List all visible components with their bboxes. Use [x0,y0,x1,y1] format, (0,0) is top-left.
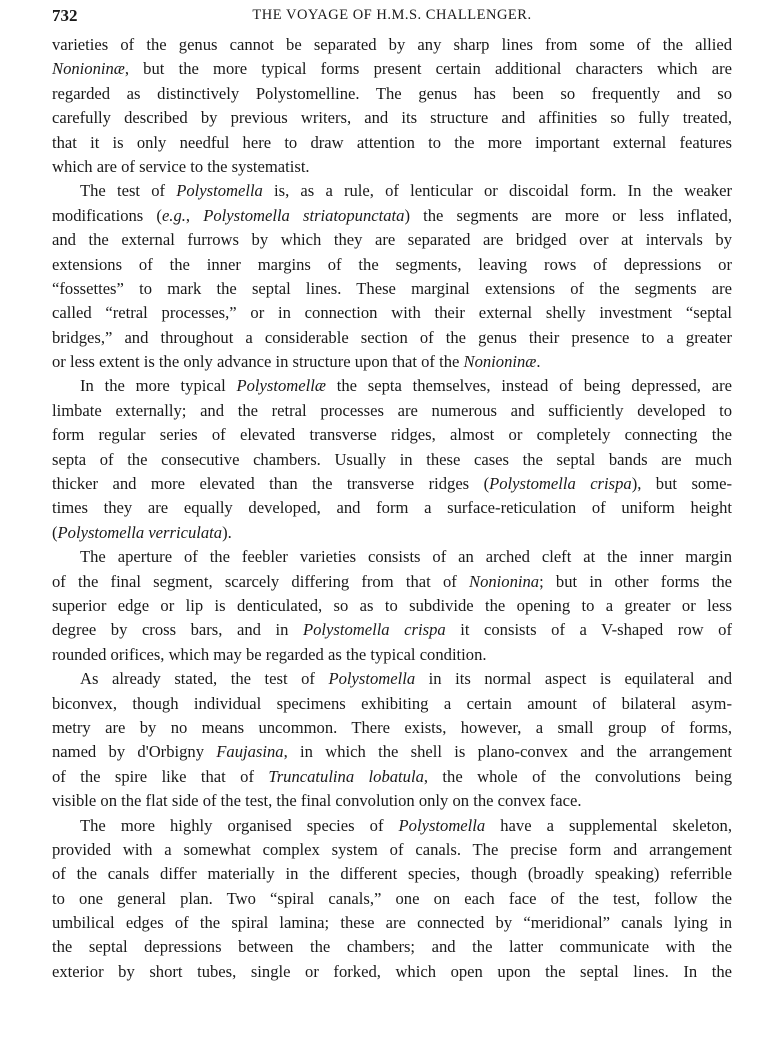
text-line: As already stated, the test of Polystomella in its normal aspect is equilateral and [80,669,733,689]
text-line: superior edge or lip is denticulated, so as to subdivide the opening to a greater or less [52,595,732,615]
text-line: to one general plan. Two “spiral canals,” one on each face of the test, follow the [52,888,732,908]
text-line: and the external furrows by which they are separated are bridged over at intervals by [52,230,732,250]
page-number: 732 [52,6,78,25]
text-line: extensions of the inner margins of the segments, leaving rows of depressions or [52,254,732,274]
paragraph [52,374,732,545]
text-line: called “retral processes,” or in connection with their external shelly investment “septal [52,303,732,323]
text-line: carefully described by previous writers, and its structure and affinities so fully treated, [52,108,732,128]
text-line: varieties of the genus cannot be separated by any sharp lines from some of the allied [52,35,732,54]
text-line: visible on the flat side of the test, the final convolution only on the convex face. [52,791,582,811]
text-line: Nonioninæ, but the more typical forms present certain additional characters which are [52,59,732,79]
paragraph [52,179,732,374]
text-line: the septal depressions between the chambers; and the latter communicate with the [52,937,732,957]
text-line: biconvex, though individual specimens exhibiting a certain amount of bilateral asym- [52,693,732,713]
text-line: The aperture of the feebler varieties consists of an arched cleft at the inner margin [80,547,732,567]
text-line: of the canals differ materially in the different species, though (broadly speaking) referrible [52,864,732,884]
text-line: named by d'Orbigny Faujasina, in which the shell is plano-convex and the arrangement [52,742,732,762]
paragraph [52,33,732,179]
text-line: times they are equally developed, and form a surface-reticulation of uniform height [52,498,732,518]
paragraph [52,667,732,813]
paragraph [52,545,732,667]
text-line: provided with a somewhat complex system of canals. The precise form and arrangement [52,839,732,859]
text-line: The test of Polystomella is, as a rule, of lenticular or discoidal form. In the weaker [80,181,732,201]
text-line: The more highly organised species of Polystomella have a supplemental skeleton, [80,815,732,835]
text-line: bridges,” and throughout a considerable section of the genus their presence to a greater [52,327,732,347]
text-line: form regular series of elevated transverse ridges, almost or completely connecting the [52,425,732,445]
text-line: degree by cross bars, and in Polystomella crispa it consists of a V-shaped row of [52,620,732,640]
text-line: of the spire like that of Truncatulina lobatula, the whole of the convolutions being [52,766,732,786]
text-line: thicker and more elevated than the transverse ridges (Polystomella crispa), but some- [52,474,732,494]
text-line: (Polystomella verriculata). [52,522,232,542]
text-line: metry are by no means uncommon. There exists, however, a small group of forms, [52,717,732,737]
running-title: THE VOYAGE OF H.M.S. CHALLENGER. [252,7,532,23]
text-line: rounded orifices, which may be regarded as the typical condition. [52,644,487,664]
paragraph [52,814,732,985]
text-line: that it is only needful here to draw attention to the more important external features [52,132,732,152]
text-line: regarded as distinctively Polystomelline. The genus has been so frequently and so [52,83,732,103]
body-text [52,33,732,984]
text-line: exterior by short tubes, single or forked, which open upon the septal lines. In the [52,961,732,981]
text-line: “fossettes” to mark the septal lines. These marginal extensions of the segments are [52,278,732,298]
text-line: umbilical edges of the spiral lamina; these are connected by “meridional” canals lying in [52,913,732,933]
text-line: which are of service to the systematist. [52,156,310,176]
running-header [52,6,732,30]
text-line: In the more typical Polystomellæ the septa themselves, instead of being depressed, are [80,376,732,396]
text-line: modifications (e.g., Polystomella striatopunctata) the segments are more or less inflated, [52,205,732,225]
text-line: limbate externally; and the retral processes are numerous and sufficiently developed to [52,400,732,420]
text-line: of the final segment, scarcely differing from that of Nonionina; but in other forms the [52,571,733,591]
text-line: septa of the consecutive chambers. Usually in these cases the septal bands are much [52,449,732,469]
text-line: or less extent is the only advance in structure upon that of the Nonioninæ. [52,352,541,372]
